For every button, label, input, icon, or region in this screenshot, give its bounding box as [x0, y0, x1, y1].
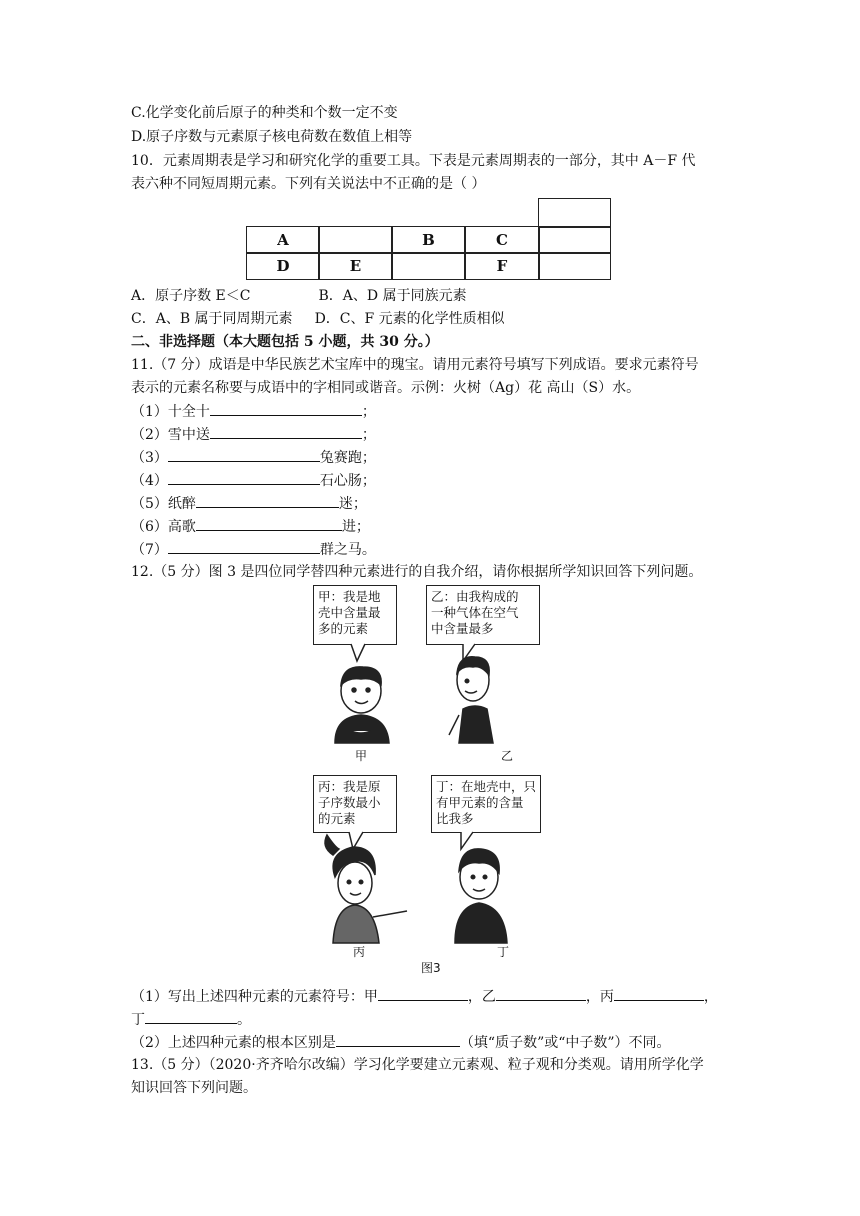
- idiom-2-blank[interactable]: [210, 423, 362, 439]
- blank-difference[interactable]: [336, 1031, 460, 1047]
- label-ding: 丁: [497, 945, 510, 959]
- blank-bing[interactable]: [614, 985, 704, 1001]
- boy-ding-drawing: [455, 849, 507, 943]
- figure-caption: 图3: [421, 961, 441, 975]
- section-2-heading: 二、非选择题（本大题包括 5 小题，共 30 分。）: [131, 334, 439, 350]
- idiom-3-blank[interactable]: [168, 446, 320, 462]
- idiom-7-blank[interactable]: [168, 538, 320, 554]
- speech-bubble-ding: 丁：在地壳中，只 有甲元素的含量 比我多: [431, 775, 541, 833]
- question-10-line-2: 表六种不同短周期元素。下列有关说法中不正确的是（ ）: [131, 176, 486, 192]
- blank-yi[interactable]: [496, 985, 586, 1001]
- idiom-6-prefix: （6）高歌: [131, 519, 196, 535]
- idiom-2: [131, 423, 376, 446]
- q12-part-1-yi: ，乙: [467, 989, 496, 1005]
- q12-part-1-ding-end: 。: [237, 1012, 251, 1028]
- question-10-line-1: 10．元素周期表是学习和研究化学的重要工具。下表是元素周期表的一部分，其中 A－F 代: [131, 153, 696, 169]
- table-cell-e: E: [318, 252, 393, 280]
- blank-jia[interactable]: [378, 985, 468, 1001]
- idiom-1: [131, 400, 376, 423]
- bubble-tail-bing: [349, 832, 363, 849]
- bubble-tail-yi: [463, 644, 475, 661]
- q12-part-2: [131, 1031, 671, 1054]
- idiom-7-suffix: 群之马。: [319, 542, 376, 558]
- girl-bing-drawing: [325, 835, 407, 943]
- idiom-4: [131, 469, 376, 492]
- idiom-3-prefix: （3）: [131, 450, 168, 466]
- table-cell-d: D: [246, 252, 320, 280]
- label-jia: 甲: [355, 749, 368, 763]
- q12-part-2-prefix: （2）上述四种元素的根本区别是: [131, 1035, 336, 1051]
- table-cell-empty-1: [318, 226, 393, 254]
- option-b: B．A、D 属于同族元素: [318, 288, 467, 304]
- idiom-7: [131, 538, 376, 561]
- label-bing: 丙: [353, 945, 366, 959]
- idiom-4-suffix: 石心肠；: [319, 473, 376, 489]
- bubble-tail-jia: [351, 644, 365, 661]
- q12-part-1-prefix: （1）写出上述四种元素的元素符号：甲: [131, 989, 378, 1005]
- table-cell-f: F: [464, 252, 540, 280]
- boy-jia-drawing: [335, 667, 389, 743]
- q12-part-1-line-2: [131, 1008, 251, 1031]
- idiom-5-prefix: （5）纸醉: [131, 496, 196, 512]
- q12-part-1-ding: 丁: [131, 1012, 145, 1028]
- idiom-5-suffix: 迷；: [338, 496, 367, 512]
- q12-part-2-suffix: （填“质子数”或“中子数”）不同。: [459, 1035, 671, 1051]
- figure-3: [313, 585, 545, 977]
- question-13-line-1: 13.（5 分）（2020·齐齐哈尔改编）学习化学要建立元素观、粒子观和分类观。请用所学化学: [131, 1057, 704, 1073]
- table-cell-empty-3: [391, 252, 466, 280]
- boy-yi-drawing: [449, 657, 493, 743]
- table-cell-a: A: [246, 226, 320, 254]
- idiom-7-prefix: （7）: [131, 542, 168, 558]
- idiom-6: [131, 515, 370, 538]
- idiom-1-suffix: ；: [361, 404, 376, 420]
- option-a: A．原子序数 E＜C: [131, 288, 251, 304]
- question-12-text: 12.（5 分）图 3 是四位同学替四种元素进行的自我介绍，请你根据所学知识回答下列问题。: [131, 564, 703, 580]
- question-13-line-2: 知识回答下列问题。: [131, 1080, 257, 1096]
- q12-part-1: [131, 985, 718, 1008]
- table-cell-c: C: [464, 226, 540, 254]
- q12-part-1-bing: ，丙: [585, 989, 614, 1005]
- options-cd: [131, 308, 505, 330]
- q12-part-1-end: ，: [703, 989, 718, 1005]
- table-empty-top-cell: [538, 198, 611, 228]
- table-cell-b: B: [391, 226, 466, 254]
- idiom-5: [131, 492, 367, 515]
- bubble-tail-ding: [461, 832, 473, 849]
- option-c-text: C.化学变化前后原子的种类和个数一定不变: [131, 105, 398, 121]
- speech-bubble-bing: 丙：我是原 子序数最小 的元素: [313, 775, 397, 833]
- idiom-3: [131, 446, 376, 469]
- idiom-1-prefix: （1）十全十: [131, 404, 210, 420]
- idiom-3-suffix: 兔赛跑；: [319, 450, 376, 466]
- idiom-4-prefix: （4）: [131, 473, 168, 489]
- options-ab: [131, 285, 467, 307]
- question-11-line-2: 表示的元素名称要与成语中的字相同或谐音。示例：火树（Ag）花 高山（S）水。: [131, 380, 641, 396]
- idiom-4-blank[interactable]: [168, 469, 320, 485]
- idiom-2-suffix: ；: [361, 427, 376, 443]
- idiom-2-prefix: （2）雪中送: [131, 427, 210, 443]
- option-c: C．A、B 属于同周期元素: [131, 311, 293, 327]
- label-yi: 乙: [501, 749, 514, 763]
- speech-bubble-jia: 甲：我是地 壳中含量最 多的元素: [313, 585, 397, 645]
- option-d: D．C、F 元素的化学性质相似: [314, 311, 505, 327]
- table-cell-empty-2: [538, 226, 611, 254]
- table-cell-empty-4: [538, 252, 611, 280]
- blank-ding[interactable]: [145, 1008, 237, 1024]
- question-11-line-1: 11.（7 分）成语是中华民族艺术宝库中的瑰宝。请用元素符号填写下列成语。要求元素符号: [131, 357, 699, 373]
- idiom-5-blank[interactable]: [196, 492, 339, 508]
- idiom-6-suffix: 进；: [341, 519, 370, 535]
- option-d-text: D.原子序数与元素原子核电荷数在数值上相等: [131, 129, 413, 145]
- idiom-6-blank[interactable]: [196, 515, 342, 531]
- idiom-1-blank[interactable]: [210, 400, 362, 416]
- speech-bubble-yi: 乙：由我构成的 一种气体在空气 中含量最多: [426, 585, 540, 645]
